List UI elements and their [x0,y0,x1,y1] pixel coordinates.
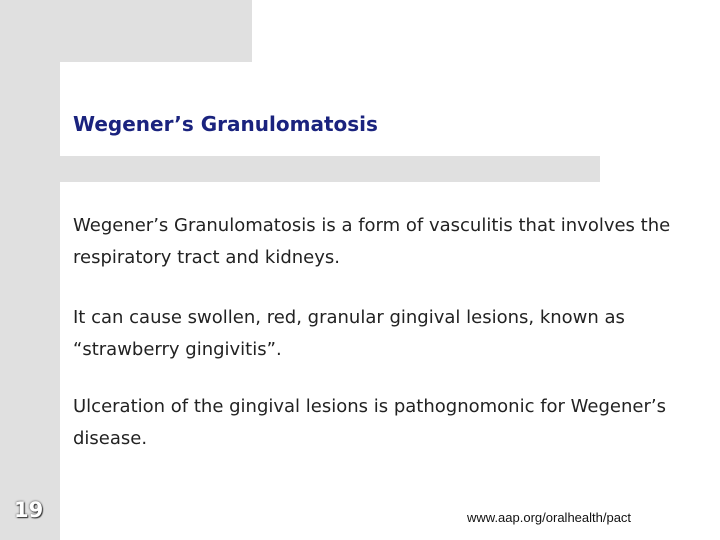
bullet-item: Wegener’s Granulomatosis is a form of vasculitis that involves the respiratory tract and kidneys. [73,215,671,268]
bullet-item: Ulceration of the gingival lesions is pathognomonic for Wegener’s disease. [73,396,666,449]
top-decorative-block [0,0,252,62]
left-decorative-bar [0,0,60,540]
footer-url: www.aap.org/oralhealth/pact [467,510,632,525]
title-panel [60,62,720,156]
bullet-list [73,210,703,483]
slide-title: Wegener’s Granulomatosis [73,112,378,136]
slide-number: 19 [14,498,44,522]
bullet-item: It can cause swollen, red, granular gingival lesions, known as “strawberry gingivitis”. [73,307,625,360]
title-underline-bar [60,156,600,182]
